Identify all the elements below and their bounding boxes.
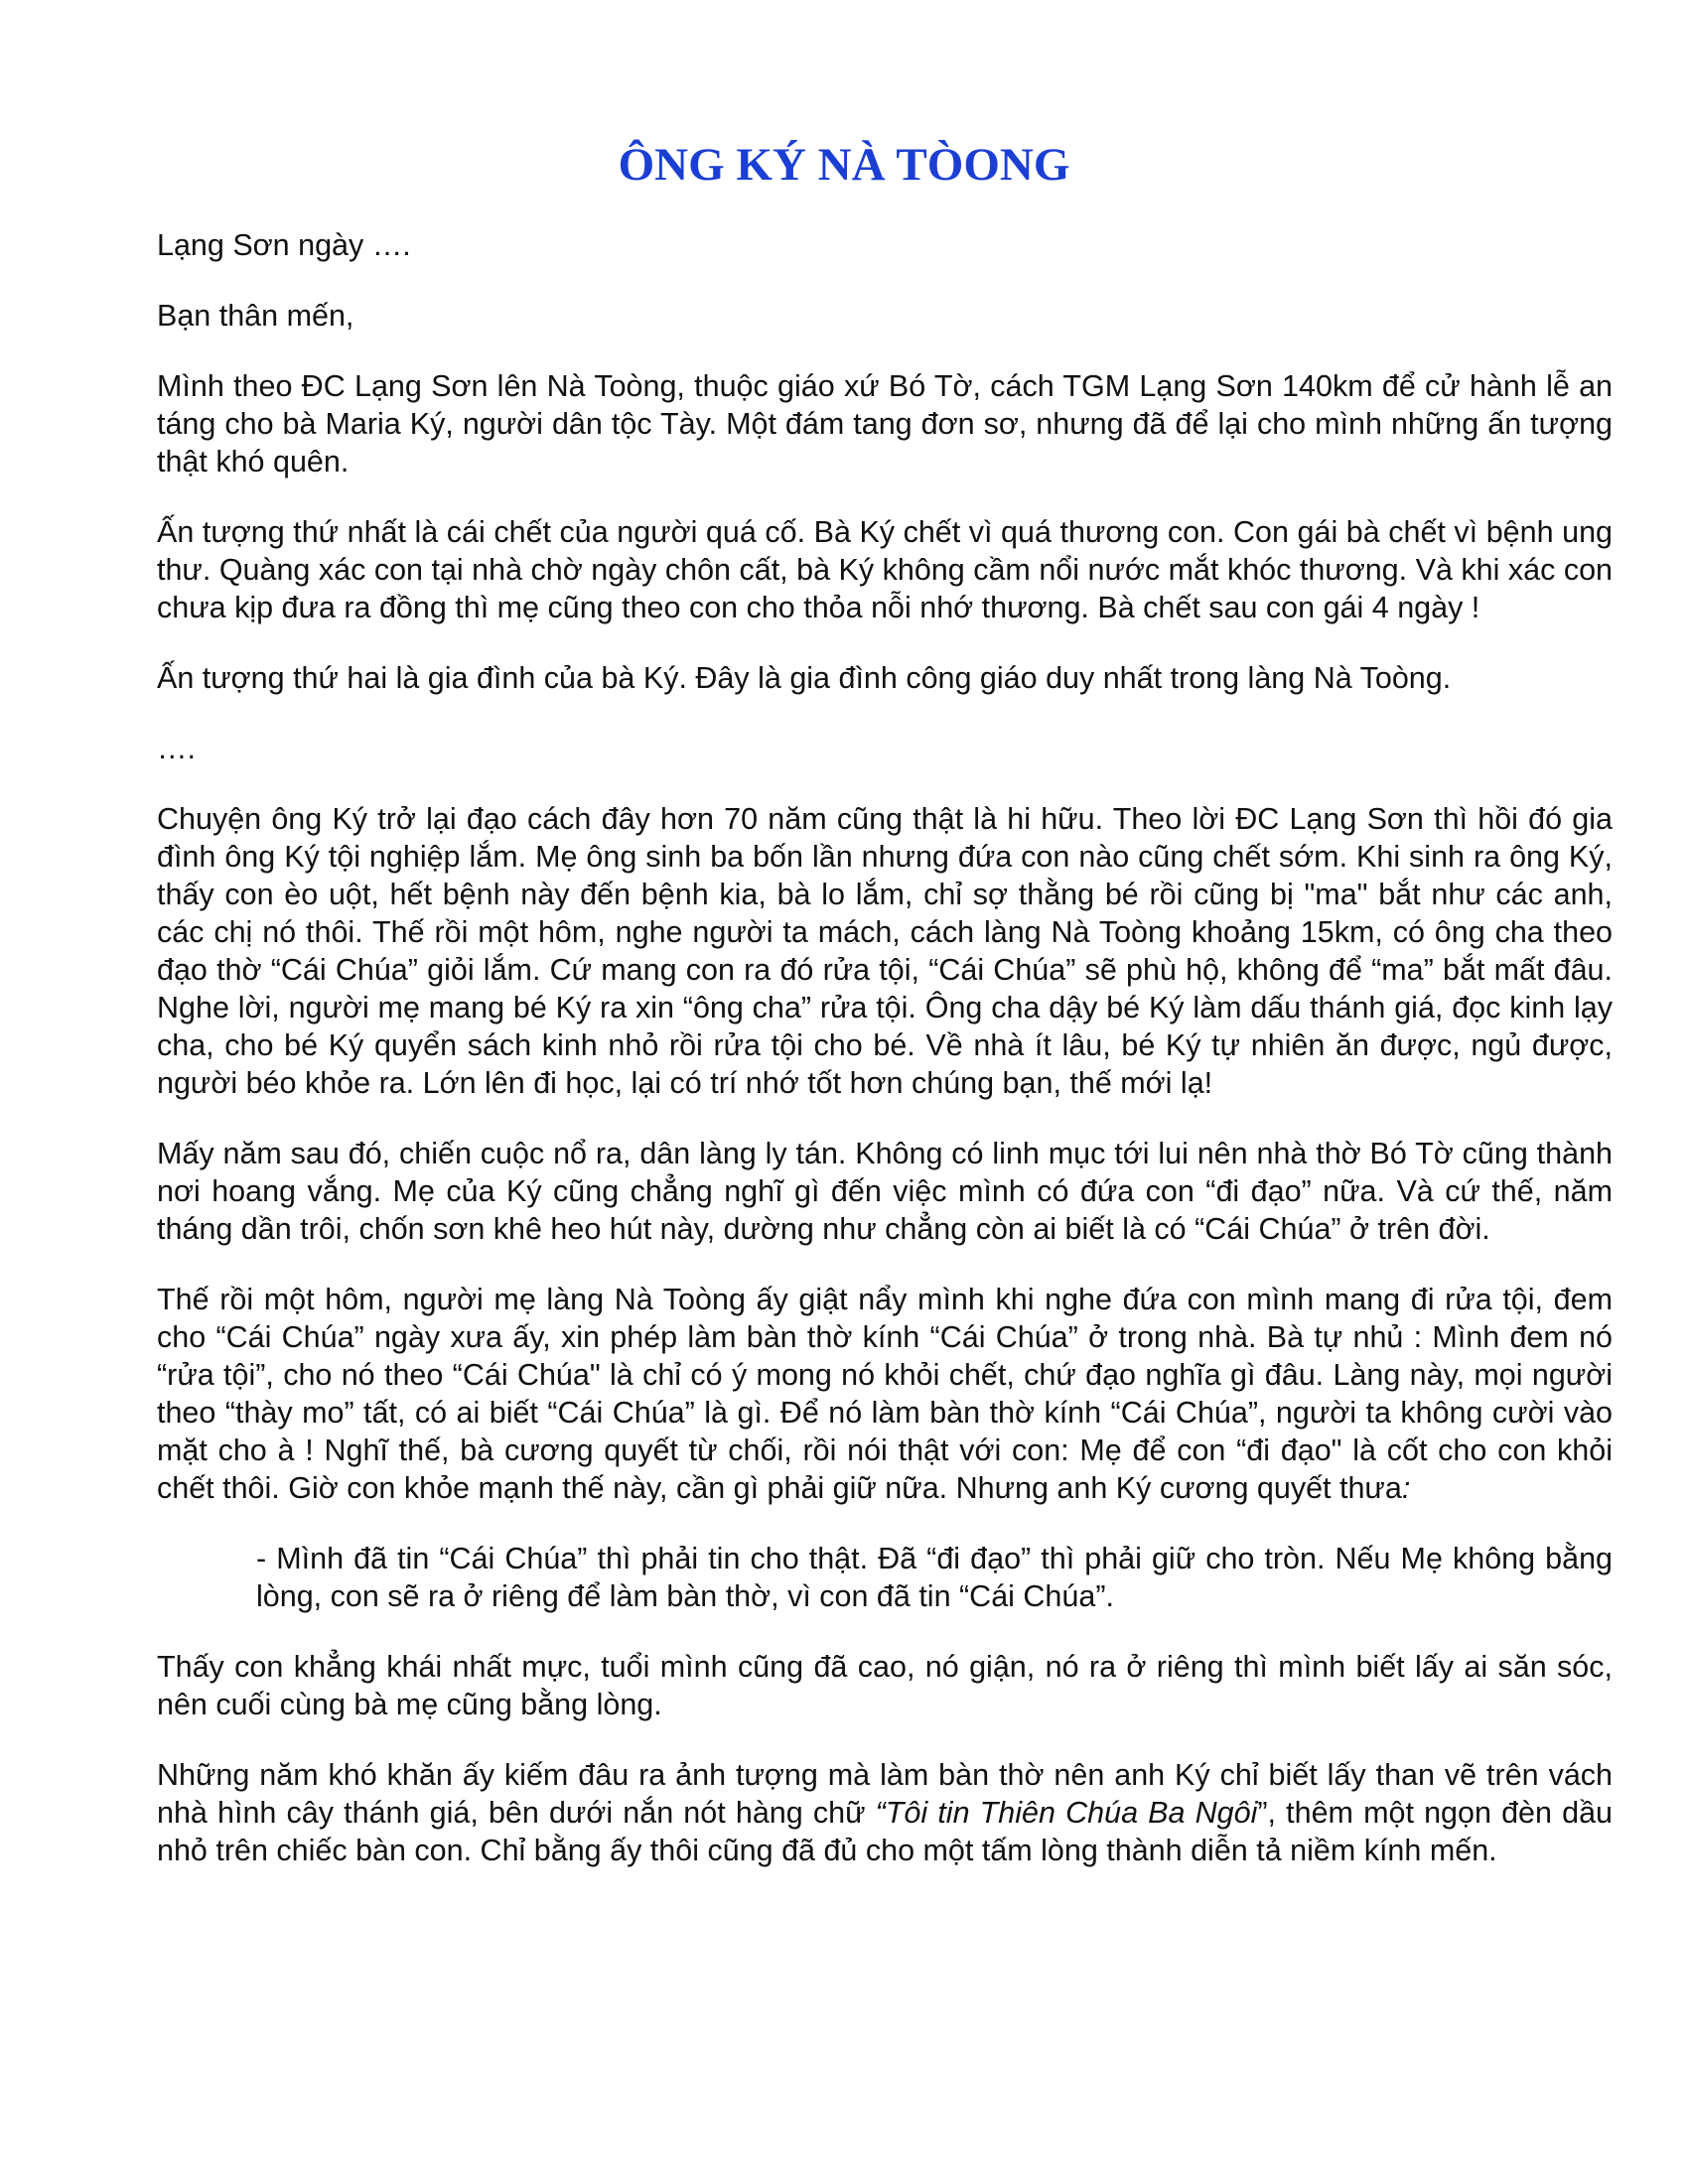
paragraph-5: Mấy năm sau đó, chiến cuộc nổ ra, dân làng ly tán. Không có linh mục tới lui nên nhà thờ Bó Tờ cũng thành nơi hoang vắng. Mẹ của Ký cũng chẳng nghĩ gì đến việc mình có đứa con “đi đạo” nữa. Và cứ thế, năm tháng dần trôi, chốn sơn khê heo hút này, dường như chẳng còn ai biết là có “Cái Chúa” ở trên đời. (157, 1137, 1613, 1246)
quote-paragraph: - Mình đã tin “Cái Chúa” thì phải tin cho thật. Đã “đi đạo” thì phải giữ cho tròn. Nếu Mẹ không bằng lòng, con sẽ ra ở riêng để làm bàn thờ, vì con đã tin “Cái Chúa”. (256, 1542, 1613, 1613)
paragraph-4: Chuyện ông Ký trở lại đạo cách đây hơn 70 năm cũng thật là hi hữu. Theo lời ĐC Lạng Sơn thì hồi đó gia đình ông Ký tội nghiệp lắm. Mẹ ông sinh ba bốn lần nhưng đứa con nào cũng chết sớm. Khi sinh ra ông Ký, thấy con èo uột, hết bệnh này đến bệnh kia, bà lo lắm, chỉ sợ thằng bé rồi cũng bị "ma" bắt như các anh, các chị nó thôi. Thế rồi một hôm, nghe người ta mách, cách làng Nà Toòng khoảng 15km, có ông cha theo đạo thờ “Cái Chúa” giỏi lắm. Cứ mang con ra đó rửa tội, “Cái Chúa” sẽ phù hộ, không để “ma” bắt mất đâu. Nghe lời, người mẹ mang bé Ký ra xin “ông cha” rửa tội. Ông cha dậy bé Ký làm dấu thánh giá, đọc kinh lạy cha, cho bé Ký quyển sách kinh nhỏ rồi rửa tội cho bé. Về nhà ít lâu, bé Ký tự nhiên ăn được, ngủ được, người béo khỏe ra. Lớn lên đi học, lại có trí nhớ tốt hơn chúng bạn, thế mới lạ! (157, 802, 1613, 1100)
place-date-line: Lạng Sơn ngày …. (157, 228, 411, 262)
paragraph-8-italic-quote: “Tôi tin Thiên Chúa Ba Ngôi (875, 1796, 1258, 1830)
letter-body (157, 226, 1613, 1902)
page-title: ÔNG KÝ NÀ TÒONG (618, 139, 1070, 191)
salutation: Bạn thân mến, (157, 299, 354, 333)
paragraph-7: Thấy con khẳng khái nhất mực, tuổi mình cũng đã cao, nó giận, nó ra ở riêng thì mình biết lấy ai săn sóc, nên cuối cùng bà mẹ cũng bằng lòng. (157, 1650, 1613, 1721)
paragraph-6 (157, 1281, 1613, 1507)
paragraph-8-start: Những năm khó khăn ấy kiếm đâu ra ảnh tượng mà làm bàn thờ nên anh Ký chỉ biết lấy than vẽ trên vách nhà hình cây thánh giá, bên dưới nắn nót hàng chữ (157, 1758, 1613, 1830)
paragraph-6-text: Thế rồi một hôm, người mẹ làng Nà Toòng ấy giật nẩy mình khi nghe đứa con mình mang đi rửa tội, đem cho “Cái Chúa” ngày xưa ấy, xin phép làm bàn thờ kính “Cái Chúa” ở trong nhà. Bà tự nhủ : Mình đem nó “rửa tội”, cho nó theo “Cái Chúa" là chỉ có ý mong nó khỏi chết, chứ đạo nghĩa gì đâu. Làng này, mọi người theo “thày mo” tất, có ai biết “Cái Chúa” là gì. Để nó làm bàn thờ kính “Cái Chúa”, người ta không cười vào mặt cho à ! Nghĩ thế, bà cương quyết từ chối, rồi nói thật với con: Mẹ để con “đi đạo" là cốt cho con khỏi chết thôi. Giờ con khỏe mạnh thế này, cần gì phải giữ nữa. Nhưng anh Ký cương quyết thưa (157, 1283, 1613, 1505)
paragraph-8-end: ”, thêm một ngọn đèn dầu nhỏ trên chiếc bàn con. Chỉ bằng ấy thôi cũng đã đủ cho một tấm lòng thành diễn tả niềm kính mến. (157, 1796, 1613, 1867)
ellipsis-line: …. (157, 732, 196, 765)
paragraph-8 (157, 1756, 1613, 1869)
paragraph-1: Mình theo ĐC Lạng Sơn lên Nà Toòng, thuộc giáo xứ Bó Tờ, cách TGM Lạng Sơn 140km để cử hành lễ an táng cho bà Maria Ký, người dân tộc Tày. Một đám tang đơn sơ, nhưng đã để lại cho mình những ấn tượng thật khó quên. (157, 369, 1613, 478)
paragraph-2: Ấn tượng thứ nhất là cái chết của người quá cố. Bà Ký chết vì quá thương con. Con gái bà chết vì bệnh ung thư. Quàng xác con tại nhà chờ ngày chôn cất, bà Ký không cầm nổi nước mắt khóc thương. Và khi xác con chưa kịp đưa ra đồng thì mẹ cũng theo con cho thỏa nỗi nhớ thương. Bà chết sau con gái 4 ngày ! (157, 515, 1613, 624)
paragraph-3: Ấn tượng thứ hai là gia đình của bà Ký. Đây là gia đình công giáo duy nhất trong làng Nà Toòng. (157, 661, 1452, 695)
paragraph-6-colon: : (1401, 1471, 1411, 1505)
